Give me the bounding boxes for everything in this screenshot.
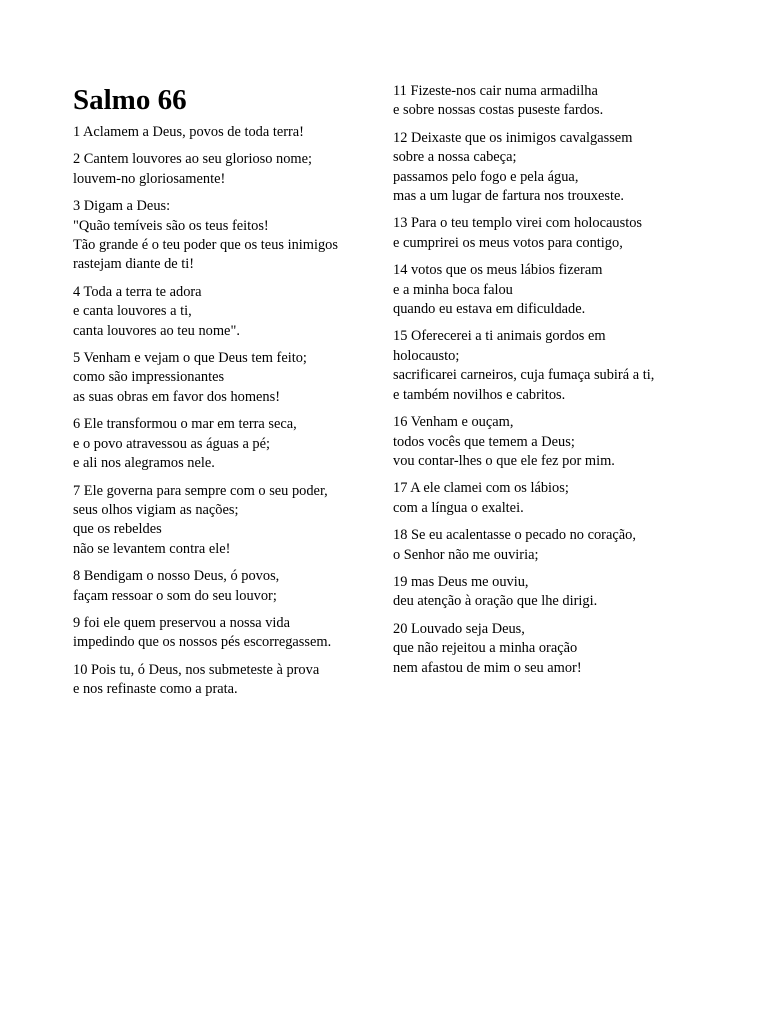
verse-line: 19 mas Deus me ouviu, (393, 573, 529, 590)
verse-line: 20 Louvado seja Deus, (393, 620, 525, 637)
verse-line: seus olhos vigiam as nações; (73, 501, 239, 518)
verse-line: Tão grande é o teu poder que os teus inimigos (73, 237, 338, 254)
left-column (73, 82, 373, 708)
verse-paragraph (393, 214, 733, 253)
verse-line: holocausto; (393, 347, 460, 364)
verse-line: nem afastou de mim o seu amor! (393, 659, 582, 676)
verse-line: 1 Aclamem a Deus, povos de toda terra! (73, 124, 304, 140)
verse-line: 3 Digam a Deus: (73, 198, 171, 215)
verse-paragraph (393, 620, 733, 678)
verse-line: 7 Ele governa para sempre com o seu poder, (73, 482, 328, 499)
verse-paragraph (73, 123, 373, 142)
verse-paragraph (73, 197, 373, 275)
verse-line: com a língua o exaltei. (393, 499, 524, 516)
verse-line: 5 Venham e vejam o que Deus tem feito; (73, 350, 307, 367)
verse-line: que os rebeldes (73, 521, 162, 538)
verse-line: 17 A ele clamei com os lábios; (393, 480, 569, 497)
verse-line: e a minha boca falou (393, 281, 513, 298)
right-verse-list (393, 82, 733, 678)
verse-line: 13 Para o teu templo virei com holocaustos (393, 215, 642, 232)
verse-line: as suas obras em favor dos homens! (73, 388, 281, 405)
verse-line: 12 Deixaste que os inimigos cavalgassem (393, 129, 633, 146)
verse-line: todos vocês que temem a Deus; (393, 433, 575, 450)
verse-paragraph (393, 82, 733, 121)
verse-line: deu atenção à oração que lhe dirigi. (393, 593, 598, 610)
verse-paragraph (393, 526, 733, 565)
verse-line: vou contar-lhes o que ele fez por mim. (393, 452, 615, 469)
verse-line: 16 Venham e ouçam, (393, 414, 514, 431)
verse-line: 14 votos que os meus lábios fizeram (393, 262, 603, 279)
verse-line: "Quão temíveis são os teus feitos! (73, 217, 269, 234)
verse-paragraph (393, 479, 733, 518)
verse-line: que não rejeitou a minha oração (393, 640, 578, 657)
verse-line: e também novilhos e cabritos. (393, 386, 566, 403)
verse-line: e canta louvores a ti, (73, 303, 192, 320)
verse-paragraph (393, 413, 733, 471)
verse-line: rastejam diante de ti! (73, 256, 195, 273)
verse-line: sobre a nossa cabeça; (393, 149, 517, 166)
verse-line: e nos refinaste como a prata. (73, 681, 238, 698)
page-title: Salmo 66 (73, 84, 187, 116)
verse-line: 15 Oferecerei a ti animais gordos em (393, 328, 606, 345)
verse-line: não se levantem contra ele! (73, 540, 231, 557)
left-verse-list (73, 123, 373, 700)
verse-line: como são impressionantes (73, 369, 225, 386)
verse-line: passamos pelo fogo e pela água, (393, 168, 579, 185)
verse-line: e cumprirei os meus votos para contigo, (393, 234, 623, 251)
verse-line: 8 Bendigam o nosso Deus, ó povos, (73, 568, 280, 585)
verse-paragraph (393, 327, 733, 405)
verse-paragraph (73, 349, 373, 407)
verse-paragraph (73, 614, 373, 653)
verse-line: mas a um lugar de fartura nos trouxeste. (393, 188, 624, 205)
verse-line: sacrificarei carneiros, cuja fumaça subirá a ti, (393, 367, 655, 384)
right-column (393, 82, 733, 686)
verse-line: 6 Ele transformou o mar em terra seca, (73, 416, 297, 433)
verse-line: e sobre nossas costas puseste fardos. (393, 102, 604, 119)
verse-line: 4 Toda a terra te adora (73, 283, 202, 300)
verse-paragraph (393, 129, 733, 207)
verse-paragraph (393, 261, 733, 319)
verse-line: 18 Se eu acalentasse o pecado no coração, (393, 527, 636, 544)
verse-paragraph (73, 482, 373, 560)
verse-line: façam ressoar o som do seu louvor; (73, 587, 277, 604)
verse-line: 10 Pois tu, ó Deus, nos submeteste à prova (73, 661, 320, 678)
verse-line: 11 Fizeste-nos cair numa armadilha (393, 83, 598, 99)
verse-line: quando eu estava em dificuldade. (393, 301, 586, 318)
verse-line: impedindo que os nossos pés escorregassem. (73, 634, 332, 651)
verse-line: 2 Cantem louvores ao seu glorioso nome; (73, 151, 313, 168)
verse-line: louvem-no gloriosamente! (73, 170, 226, 187)
verse-paragraph (73, 283, 373, 341)
verse-line: o Senhor não me ouviria; (393, 546, 539, 563)
verse-paragraph (73, 567, 373, 606)
verse-line: 9 foi ele quem preservou a nossa vida (73, 614, 290, 631)
verse-paragraph (73, 415, 373, 473)
verse-paragraph (73, 150, 373, 189)
verse-paragraph (393, 573, 733, 612)
verse-paragraph (73, 661, 373, 700)
verse-line: e ali nos alegramos nele. (73, 455, 215, 472)
verse-line: e o povo atravessou as águas a pé; (73, 435, 271, 452)
verse-line: canta louvores ao teu nome". (73, 322, 240, 339)
